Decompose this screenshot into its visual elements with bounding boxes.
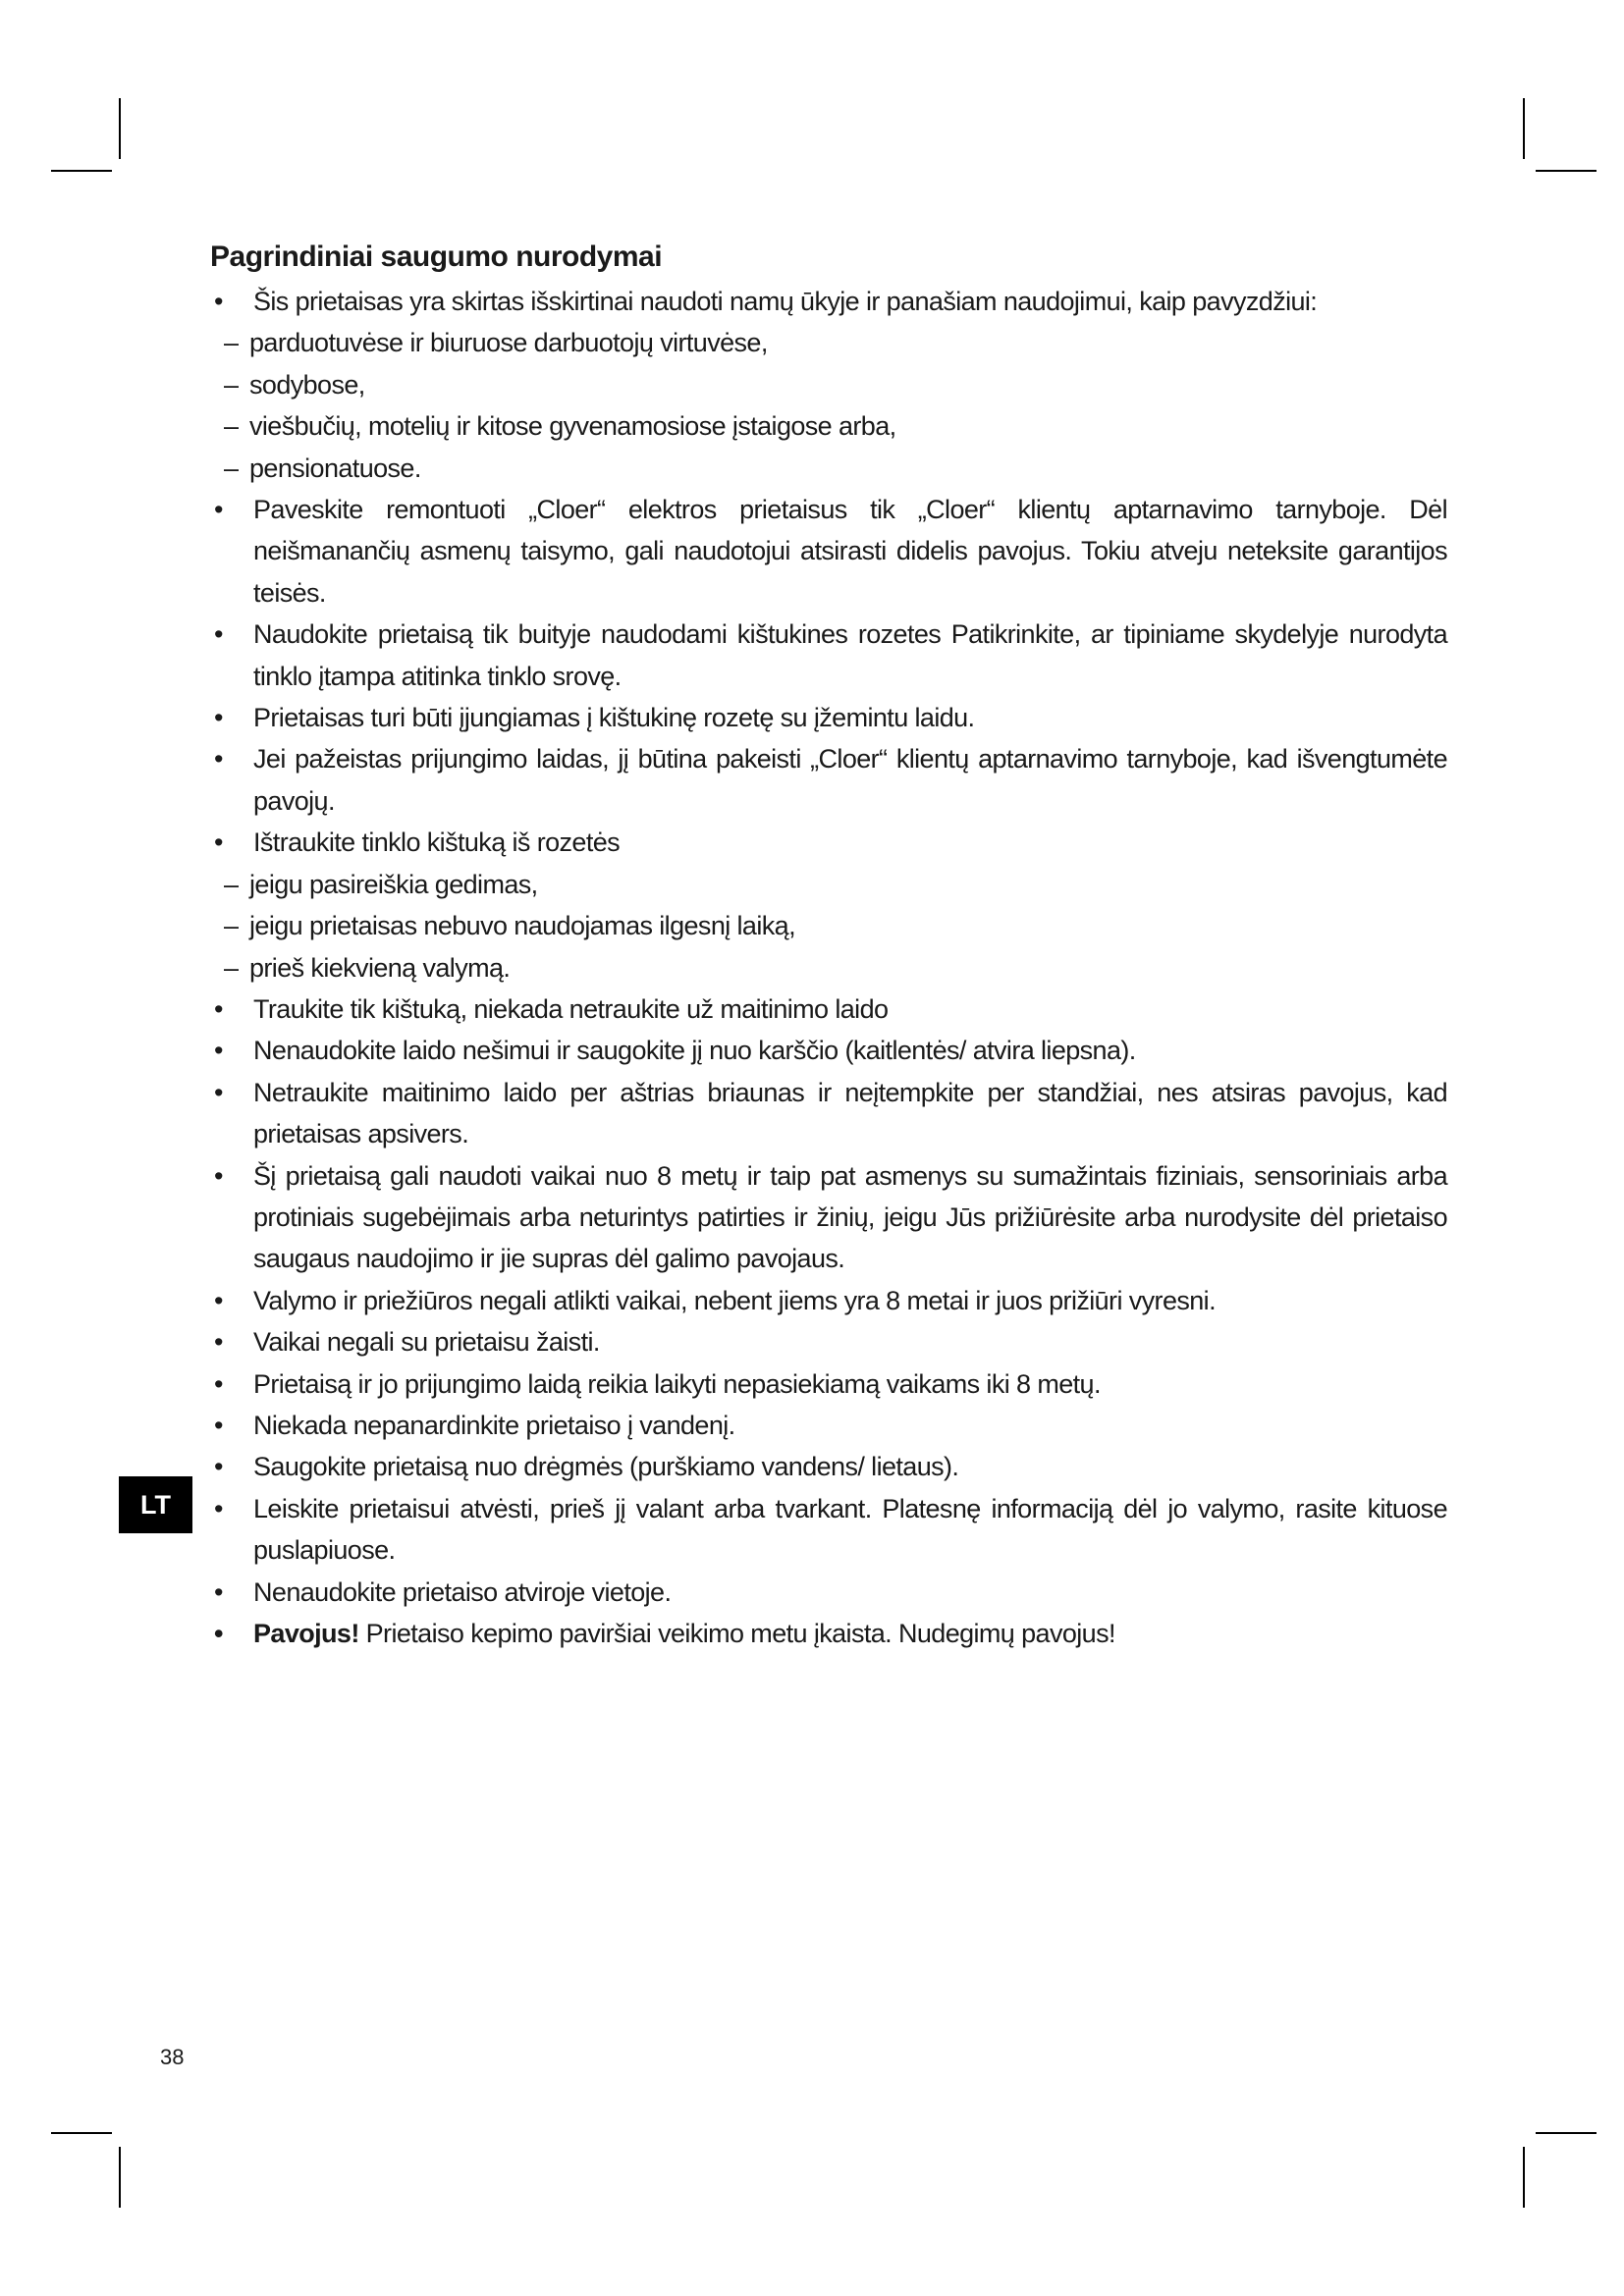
bullet: • (214, 1036, 223, 1066)
sub-item-text: jeigu prietaisas nebuvo naudojamas ilgesnį laiką, (249, 911, 795, 941)
bullet: • (214, 993, 223, 1024)
warning-label: Pavojus! (253, 1619, 359, 1648)
crop-mark-bottom-right-vertical (1523, 2147, 1525, 2208)
item-text: Nenaudokite laido nešimui ir saugokite jį nuo karščio (kaitlentės/ atvira liepsna). (253, 1036, 1136, 1066)
dash: – (224, 328, 239, 358)
dash: – (224, 369, 239, 400)
crop-mark-top-right-vertical (1523, 98, 1525, 159)
sub-item (210, 448, 1447, 489)
item-text: Leiskite prietaisui atvėsti, prieš jį valant arba tvarkant. Platesnę informaciją dėl jo valymo, rasite kituose puslapiuose. (253, 1493, 1447, 1566)
dash: – (224, 411, 239, 442)
sub-item-text: parduotuvėse ir biuruose darbuotojų virtuvėse, (249, 328, 768, 358)
sub-item (210, 905, 1447, 946)
bullet: • (214, 1452, 223, 1482)
item-text: Valymo ir priežiūros negali atlikti vaikai, nebent jiems yra 8 metai ir juos prižiūri vyresni. (253, 1285, 1216, 1315)
list-item (210, 1446, 1447, 1487)
section-heading: Pagrindiniai saugumo nurodymai (210, 240, 663, 273)
list-item (210, 614, 1447, 697)
list-item (210, 1280, 1447, 1321)
crop-mark-bottom-left-horizontal (51, 2132, 112, 2134)
bullet: • (214, 1576, 223, 1607)
list-item (210, 1321, 1447, 1362)
sub-item (210, 322, 1447, 363)
list-item (210, 1488, 1447, 1572)
bullet: • (214, 1077, 223, 1107)
bullet: • (214, 1160, 223, 1191)
crop-mark-top-right-horizontal (1536, 170, 1597, 172)
item-text: Saugokite prietaisą nuo drėgmės (purškiamo vandens/ lietaus). (253, 1452, 959, 1482)
list-item (210, 697, 1447, 738)
sub-item-text: pensionatuose. (249, 453, 421, 483)
sub-item-text: viešbučių, motelių ir kitose gyvenamosiose įstaigose arba, (249, 411, 896, 442)
item-text: Jei pažeistas prijungimo laidas, jį būtina pakeisti „Cloer“ klientų aptarnavimo tarnyboje, kad išvengtumėte pavojų. (253, 744, 1447, 816)
list-item (210, 489, 1447, 614)
language-tab: LT (119, 1476, 192, 1533)
list-item (210, 281, 1447, 322)
item-text: Prietaisą ir jo prijungimo laidą reikia laikyti nepasiekiamą vaikams iki 8 metų. (253, 1368, 1101, 1399)
sub-item-text: prieš kiekvieną valymą. (249, 952, 511, 983)
sub-item-text: jeigu pasireiškia gedimas, (249, 869, 538, 899)
item-text: Šis prietaisas yra skirtas išskirtinai naudoti namų ūkyje ir panašiam naudojimui, kaip pavyzdžiui: (253, 287, 1318, 316)
item-text: Niekada nepanardinkite prietaiso į vandenį. (253, 1410, 735, 1440)
bullet: • (214, 1368, 223, 1399)
item-text: Prietaiso kepimo paviršiai veikimo metu įkaista. Nudegimų pavojus! (358, 1619, 1115, 1648)
list-item (210, 1405, 1447, 1446)
sub-item (210, 364, 1447, 405)
crop-mark-top-left-horizontal (51, 170, 112, 172)
crop-mark-top-left-vertical (119, 98, 121, 159)
bullet: • (214, 619, 223, 650)
bullet: • (214, 744, 223, 774)
safety-instructions-section (210, 236, 1447, 1654)
item-text: Vaikai negali su prietaisu žaisti. (253, 1327, 600, 1358)
list-item (210, 1363, 1447, 1405)
crop-mark-bottom-left-vertical (119, 2147, 121, 2208)
item-text: Paveskite remontuoti „Cloer“ elektros prietaisus tik „Cloer“ klientų aptarnavimo tarnyboje. Dėl neišmanančių asmenų taisymo, gali naudotojui atsirasti didelis pavojus. Tokiu atveju neteksite garantijos teisės. (253, 495, 1447, 608)
dash: – (224, 911, 239, 941)
dash: – (224, 453, 239, 483)
bullet: • (214, 1619, 223, 1648)
bullet: • (214, 1285, 223, 1315)
list-item (210, 738, 1447, 822)
crop-mark-bottom-right-horizontal (1536, 2132, 1597, 2134)
sub-item (210, 947, 1447, 988)
page-number: 38 (160, 2045, 185, 2069)
sub-item (210, 864, 1447, 905)
item-text: Šį prietaisą gali naudoti vaikai nuo 8 metų ir taip pat asmenys su sumažintais fiziniais, sensoriniais arba protiniais sugebėjimais arba neturintys patirties ir žinių, jeigu Jūs prižiūrėsite arba nurodysite dėl prietaiso saugaus naudojimo ir jie supras dėl galimo pavojaus. (253, 1160, 1447, 1274)
dash: – (224, 952, 239, 983)
list-item (210, 988, 1447, 1030)
list-item (210, 1030, 1447, 1071)
item-text: Netraukite maitinimo laido per aštrias briaunas ir neįtempkite per standžiai, nes atsiras pavojus, kad prietaisas apsivers. (253, 1077, 1447, 1149)
list-item (210, 1072, 1447, 1155)
bullet: • (214, 495, 223, 525)
item-text: Prietaisas turi būti įjungiamas į kištukinę rozetę su įžemintu laidu. (253, 703, 975, 733)
sub-item-text: sodybose, (249, 369, 365, 400)
list-item (210, 1155, 1447, 1280)
bullet: • (214, 287, 223, 316)
dash: – (224, 869, 239, 899)
bullet: • (214, 828, 223, 858)
bullet: • (214, 703, 223, 733)
item-text: Ištraukite tinklo kištuką iš rozetės (253, 828, 621, 858)
instructions-list (210, 281, 1447, 1654)
list-item (210, 1572, 1447, 1613)
list-item-warning (210, 1613, 1447, 1654)
bullet: • (214, 1327, 223, 1358)
list-item (210, 822, 1447, 863)
item-text: Naudokite prietaisą tik buityje naudodami kištukines rozetes Patikrinkite, ar tipiniame skydelyje nurodyta tinklo įtampa atitinka tinklo srovę. (253, 619, 1447, 691)
sub-item (210, 405, 1447, 447)
bullet: • (214, 1410, 223, 1440)
item-text: Nenaudokite prietaiso atviroje vietoje. (253, 1576, 672, 1607)
bullet: • (214, 1493, 223, 1523)
item-text: Traukite tik kištuką, niekada netraukite už maitinimo laido (253, 993, 889, 1024)
